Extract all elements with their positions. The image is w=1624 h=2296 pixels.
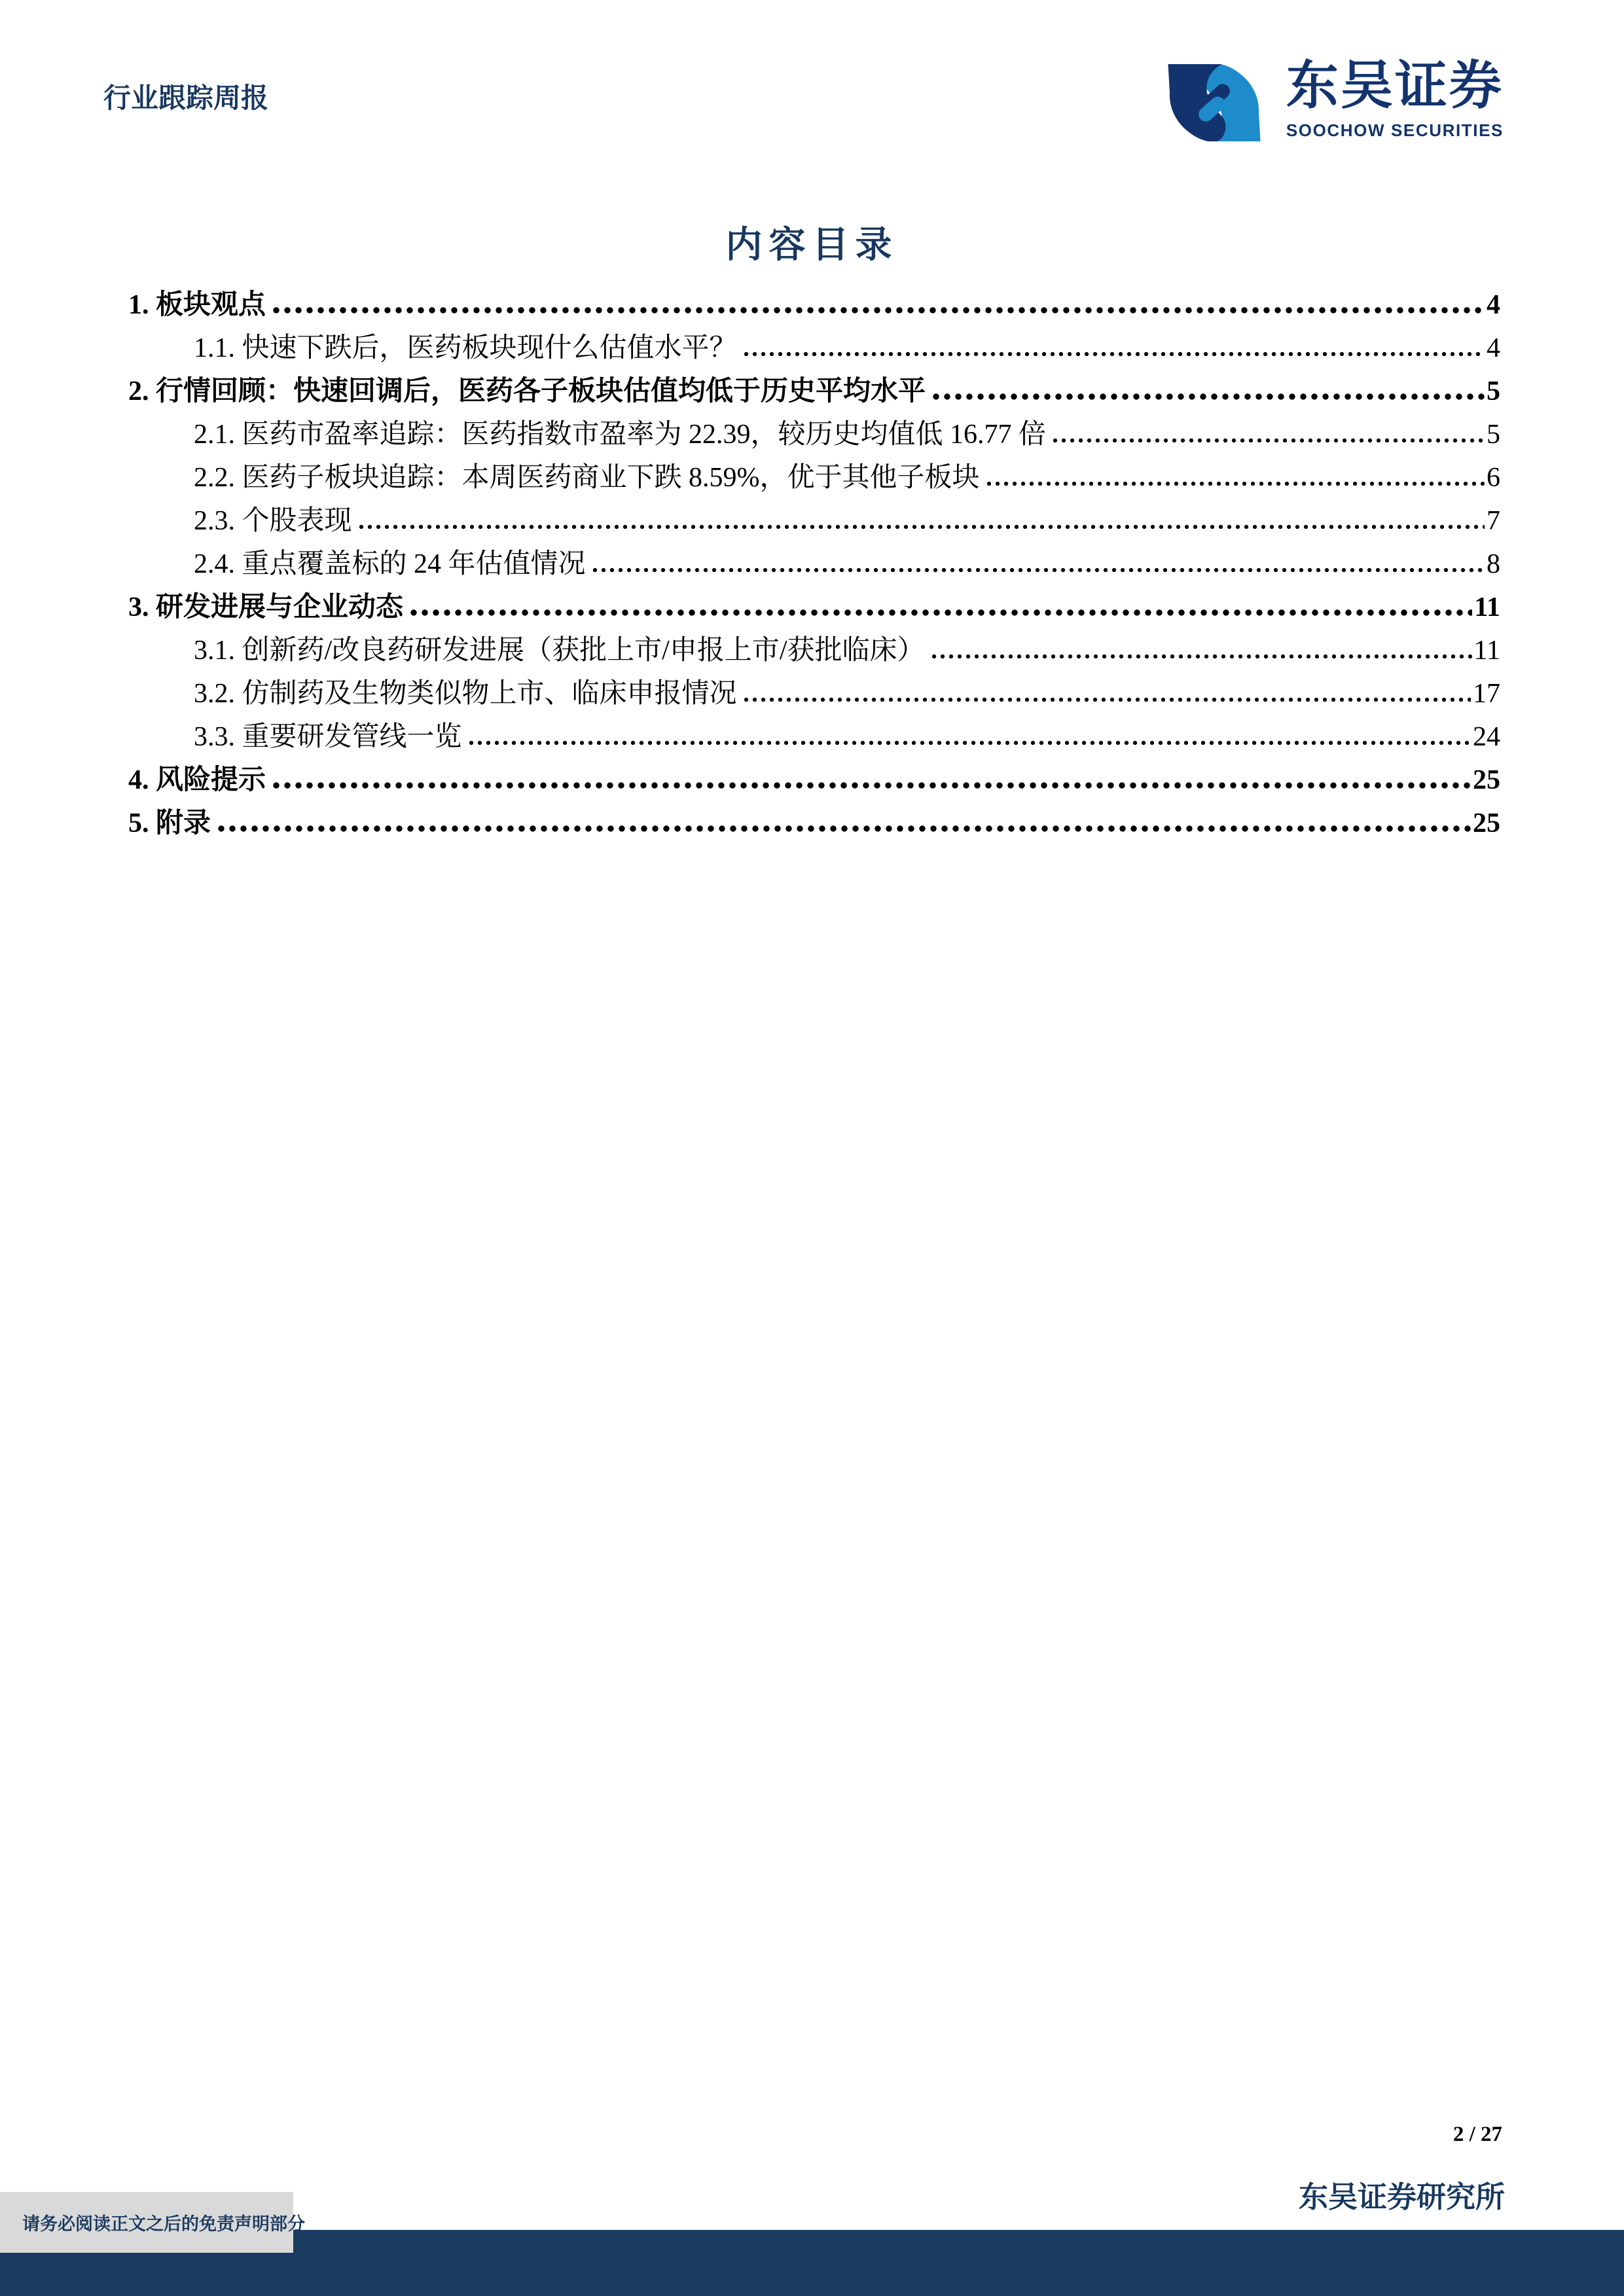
brand-name-cn: 东吴证券 xyxy=(1286,58,1504,115)
toc-entry[interactable] xyxy=(128,537,1500,580)
toc-entry[interactable] xyxy=(128,580,1500,623)
toc-entry[interactable] xyxy=(128,321,1500,364)
toc-entry-page: 4 xyxy=(1487,289,1500,320)
toc-entry-label: 5. 附录 xyxy=(128,808,211,838)
toc-entry-page: 4 xyxy=(1487,332,1500,363)
page-indicator: 2 / 27 xyxy=(1453,2123,1502,2146)
toc-entry-label: 2.1. 医药市盈率追踪：医药指数市盈率为 22.39，较历史均值低 16.77 倍 xyxy=(194,419,1047,450)
toc-entry-label: 1.1. 快速下跌后，医药板块现什么估值水平？ xyxy=(194,332,737,363)
toc-leader-dots xyxy=(985,478,1485,488)
toc-entry[interactable] xyxy=(128,278,1500,321)
toc-entry-page: 25 xyxy=(1473,764,1500,795)
report-type-label: 行业跟踪周报 xyxy=(103,84,269,114)
toc-list xyxy=(128,278,1500,839)
toc-entry-page: 11 xyxy=(1473,635,1500,666)
toc-entry-label: 3.1. 创新药/改良药研发进展（获批上市/申报上市/获批临床） xyxy=(194,635,925,666)
toc-entry-page: 6 xyxy=(1487,462,1500,493)
toc-entry[interactable] xyxy=(128,796,1500,839)
toc-entry-page: 11 xyxy=(1474,592,1500,622)
toc-entry-label: 2.3. 个股表现 xyxy=(194,505,352,536)
toc-leader-dots xyxy=(467,737,1471,747)
brand-text xyxy=(1286,60,1504,141)
institute-name: 东吴证券研究所 xyxy=(1298,2181,1505,2214)
toc-leader-dots xyxy=(1051,435,1485,445)
toc-entry-page: 17 xyxy=(1473,678,1500,709)
toc-entry[interactable] xyxy=(128,753,1500,796)
brand-name-en: SOOCHOW SECURITIES xyxy=(1286,120,1504,140)
toc-entry-page: 5 xyxy=(1487,376,1500,406)
toc-leader-dots xyxy=(357,521,1485,531)
toc-leader-dots xyxy=(930,651,1472,661)
toc-entry[interactable] xyxy=(128,450,1500,493)
toc-title: 内容目录 xyxy=(725,225,899,266)
toc-entry-page: 8 xyxy=(1487,548,1500,579)
toc-entry[interactable] xyxy=(128,623,1500,666)
toc-entry-label: 3. 研发进展与企业动态 xyxy=(128,592,404,622)
toc-entry-label: 4. 风险提示 xyxy=(128,764,266,795)
toc-entry[interactable] xyxy=(128,407,1500,450)
toc-entry[interactable] xyxy=(128,364,1500,407)
toc-leader-dots xyxy=(408,607,1472,618)
toc-entry-label: 3.3. 重要研发管线一览 xyxy=(194,721,462,752)
soochow-logo-icon xyxy=(1164,64,1264,141)
toc-entry[interactable] xyxy=(128,493,1500,537)
toc-leader-dots xyxy=(742,694,1471,704)
toc-leader-dots xyxy=(742,348,1485,359)
toc-entry-page: 5 xyxy=(1487,419,1500,450)
toc-leader-dots xyxy=(591,564,1485,575)
toc-entry-label: 1. 板块观点 xyxy=(128,289,266,320)
toc-leader-dots xyxy=(216,823,1471,834)
toc-entry-label: 2.4. 重点覆盖标的 24 年估值情况 xyxy=(194,548,586,579)
toc-entry-label: 2.2. 医药子板块追踪：本周医药商业下跌 8.59%，优于其他子板块 xyxy=(194,462,980,493)
toc-entry-label: 2. 行情回顾：快速回调后，医药各子板块估值均低于历史平均水平 xyxy=(128,376,926,406)
toc-entry-page: 25 xyxy=(1473,808,1500,838)
brand-block xyxy=(1164,60,1504,141)
toc-entry-page: 24 xyxy=(1473,721,1500,752)
toc-leader-dots xyxy=(271,780,1471,791)
toc-entry[interactable] xyxy=(128,666,1500,709)
disclaimer-note: 请务必阅读正文之后的免责声明部分 xyxy=(0,2192,293,2253)
toc-entry-label: 3.2. 仿制药及生物类似物上市、临床申报情况 xyxy=(194,678,737,709)
toc-leader-dots xyxy=(271,305,1485,315)
toc-entry[interactable] xyxy=(128,709,1500,753)
toc-leader-dots xyxy=(931,391,1485,402)
toc-entry-page: 7 xyxy=(1487,505,1500,536)
